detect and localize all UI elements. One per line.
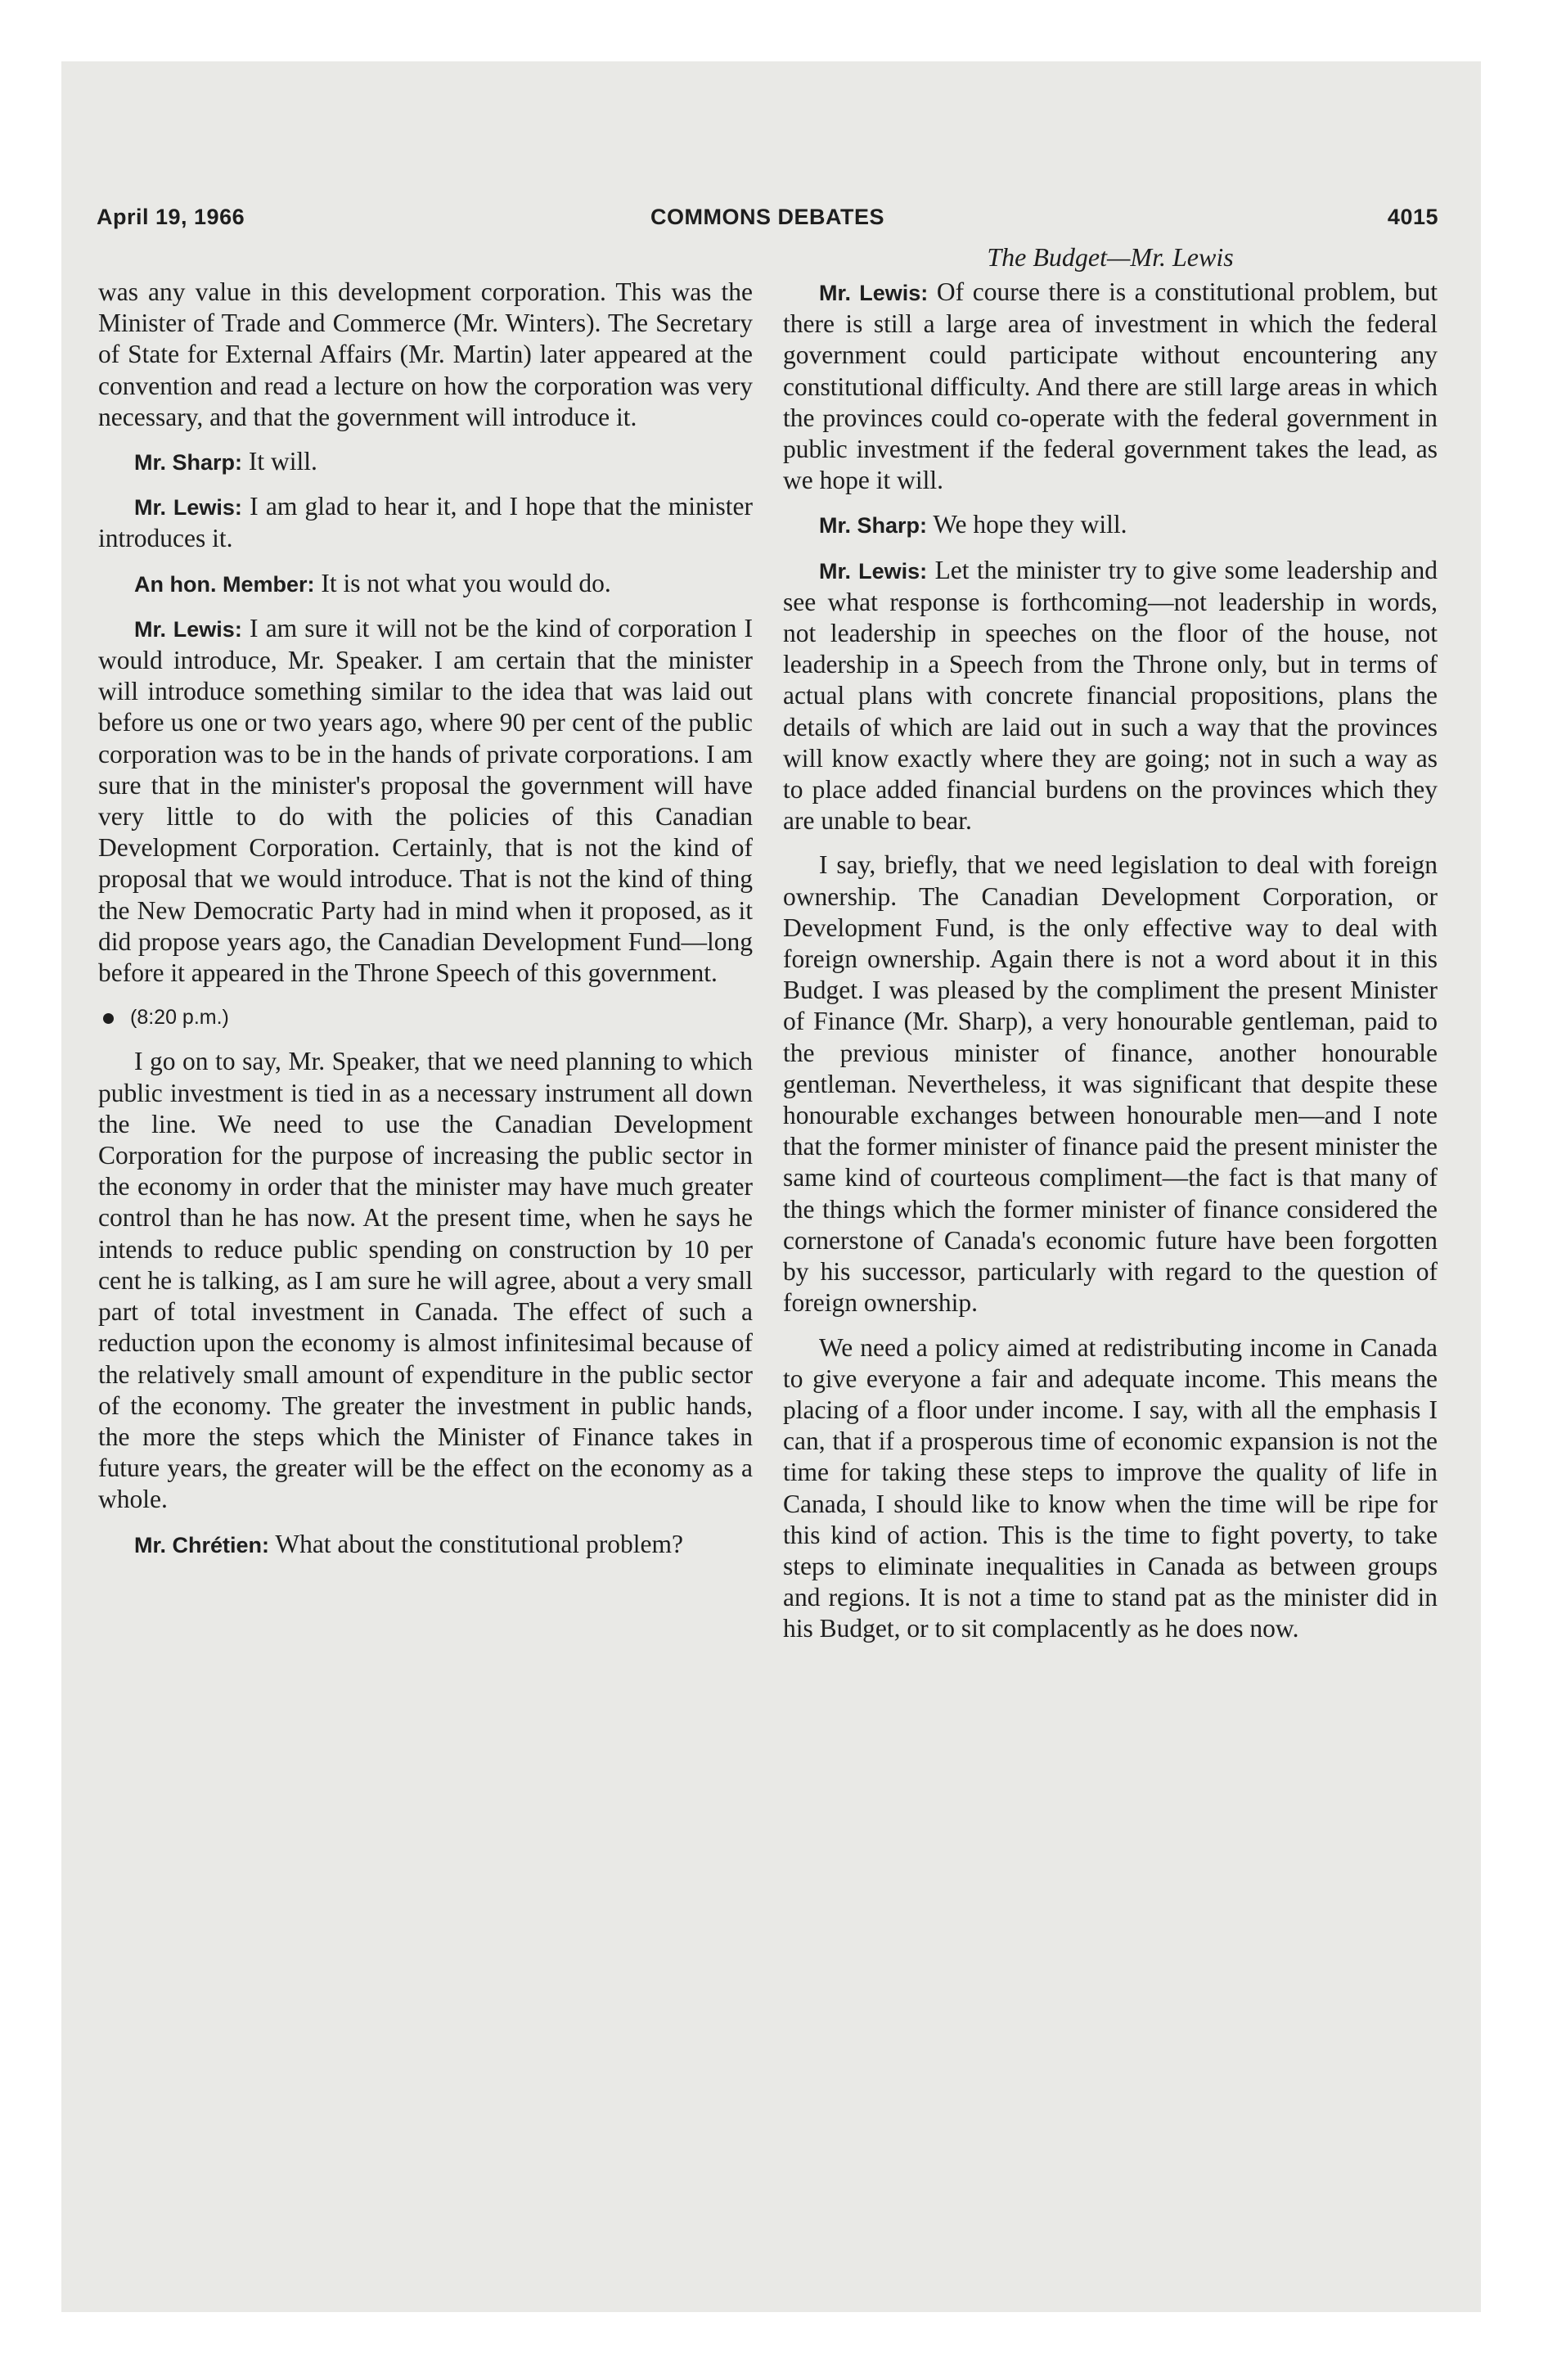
speech-paragraph	[98, 491, 753, 554]
page-number: 4015	[1387, 205, 1438, 229]
speech-text: Of course there is a constitutional problem, but there is still a large area of investment in which the federal government could participate without encountering any constitutional difficulty. And there are still large areas in which the provinces could co-operate with the federal government in public investment if the federal government takes the lead, as we hope it will.	[783, 277, 1438, 495]
speech-text: It will.	[248, 447, 317, 476]
right-column	[783, 277, 1438, 1658]
speech-paragraph	[98, 613, 753, 989]
speech-paragraph	[783, 277, 1438, 496]
speech-text: We hope they will.	[933, 510, 1127, 539]
page-header	[97, 205, 1438, 241]
speech-paragraph	[98, 1529, 753, 1561]
header-date: April 19, 1966	[97, 205, 245, 229]
speaker-name: An hon. Member:	[134, 571, 315, 597]
speaker-name: Mr. Sharp:	[819, 513, 928, 539]
time-mark	[98, 1002, 753, 1033]
paragraph: We need a policy aimed at redistributing income in Canada to give everyone a fair and adequate income. This means the placing of a floor under income. I say, with all the emphasis I can, that if a prosperous time of economic expansion is not the time for taking these steps to improve the quality of life in Canada, I should like to know when the time will be ripe for this kind of action. This is the time to fight poverty, to take steps to eliminate inequalities in Canada as between groups and regions. It is not a time to stand pat as the minister did in his Budget, or to sit complacently as he does now.	[783, 1332, 1438, 1643]
speech-paragraph	[783, 509, 1438, 541]
speech-text: It is not what you would do.	[321, 568, 611, 597]
speech-paragraph	[98, 568, 753, 600]
speech-paragraph	[98, 446, 753, 478]
header-title: COMMONS DEBATES	[650, 205, 884, 229]
paragraph: I say, briefly, that we need legislation to deal with foreign ownership. The Canadian Development Corporation, or Development Fund, is the only effective way to deal with foreign ownership. Again there is not a word about it in this Budget. I was pleased by the compliment the present Minister of Finance (Mr. Sharp), a very honourable gentleman, paid to the previous minister of finance, another honourable gentleman. Nevertheless, it was significant that despite these honourable exchanges between honourable men—and I note that the former minister of finance paid the present minister the same kind of courteous compliment—the fact is that many of the things which the former minister of finance considered the cornerstone of Canada's economic future have been forgotten by his successor, particularly with regard to the question of foreign ownership.	[783, 850, 1438, 1318]
running-head: The Budget—Mr. Lewis	[987, 242, 1234, 272]
paragraph: was any value in this development corporation. This was the Minister of Trade and Commerce (Mr. Winters). The Secretary of State for External Affairs (Mr. Martin) later appeared at the convention and read a lecture on how the corporation was very necessary, and that the government will introduce it.	[98, 277, 753, 431]
speaker-name: Mr. Chrétien:	[134, 1532, 270, 1557]
time-mark-text: (8:20 p.m.)	[130, 1006, 229, 1030]
speaker-name: Mr. Lewis:	[819, 558, 928, 584]
paragraph: I go on to say, Mr. Speaker, that we need planning to which public investment is tied in as a necessary instrument all down the line. We need to use the Canadian Development Corporation for the purpose of increasing the public sector in the economy in order that the minister may have much greater control than he has now. At the present time, when he says he intends to reduce public spending on construction by 10 per cent he is talking, as I am sure he will agree, about a very small part of total investment in Canada. The effect of such a reduction upon the economy is almost infinitesimal because of the relatively small amount of expenditure in the public sector of the economy. The greater the investment in public hands, the more the steps which the Minister of Finance takes in future years, the greater will be the effect on the economy as a whole.	[98, 1047, 753, 1514]
left-column	[98, 277, 753, 1574]
speech-paragraph	[783, 555, 1438, 837]
speech-text: I am sure it will not be the kind of corporation I would introduce, Mr. Speaker. I am certain that the minister will introduce something similar to the idea that was laid out before us one or two years ago, where 90 per cent of the public corporation was to be in the hands of private corporations. I am sure that in the minister's proposal the government will have very little to do with the policies of this Canadian Development Corporation. Certainly, that is not the kind of proposal that we would introduce. That is not the kind of thing the New Democratic Party had in mind when it proposed, as it did propose years ago, the Canadian Development Fund—long before it appeared in the Throne Speech of this government.	[98, 613, 753, 988]
speech-text: What about the constitutional problem?	[275, 1529, 683, 1558]
speaker-name: Mr. Lewis:	[134, 495, 242, 521]
bullet-icon	[103, 1013, 114, 1024]
speaker-name: Mr. Lewis:	[134, 616, 242, 642]
speech-text: Let the minister try to give some leadership and see what response is forthcoming—not leadership in words, not leadership in speeches on the floor of the house, not leadership in a Speech from the Throne only, but in terms of actual plans with concrete financial propositions, plans the details of which are laid out in such a way that the provinces will know exactly where they are going; not in such a way as to place added financial burdens on the provinces which they are unable to bear.	[783, 555, 1438, 836]
speech-text: I am glad to hear it, and I hope that the minister introduces it.	[98, 492, 754, 553]
speaker-name: Mr. Lewis:	[819, 281, 929, 305]
speaker-name: Mr. Sharp:	[134, 450, 243, 476]
